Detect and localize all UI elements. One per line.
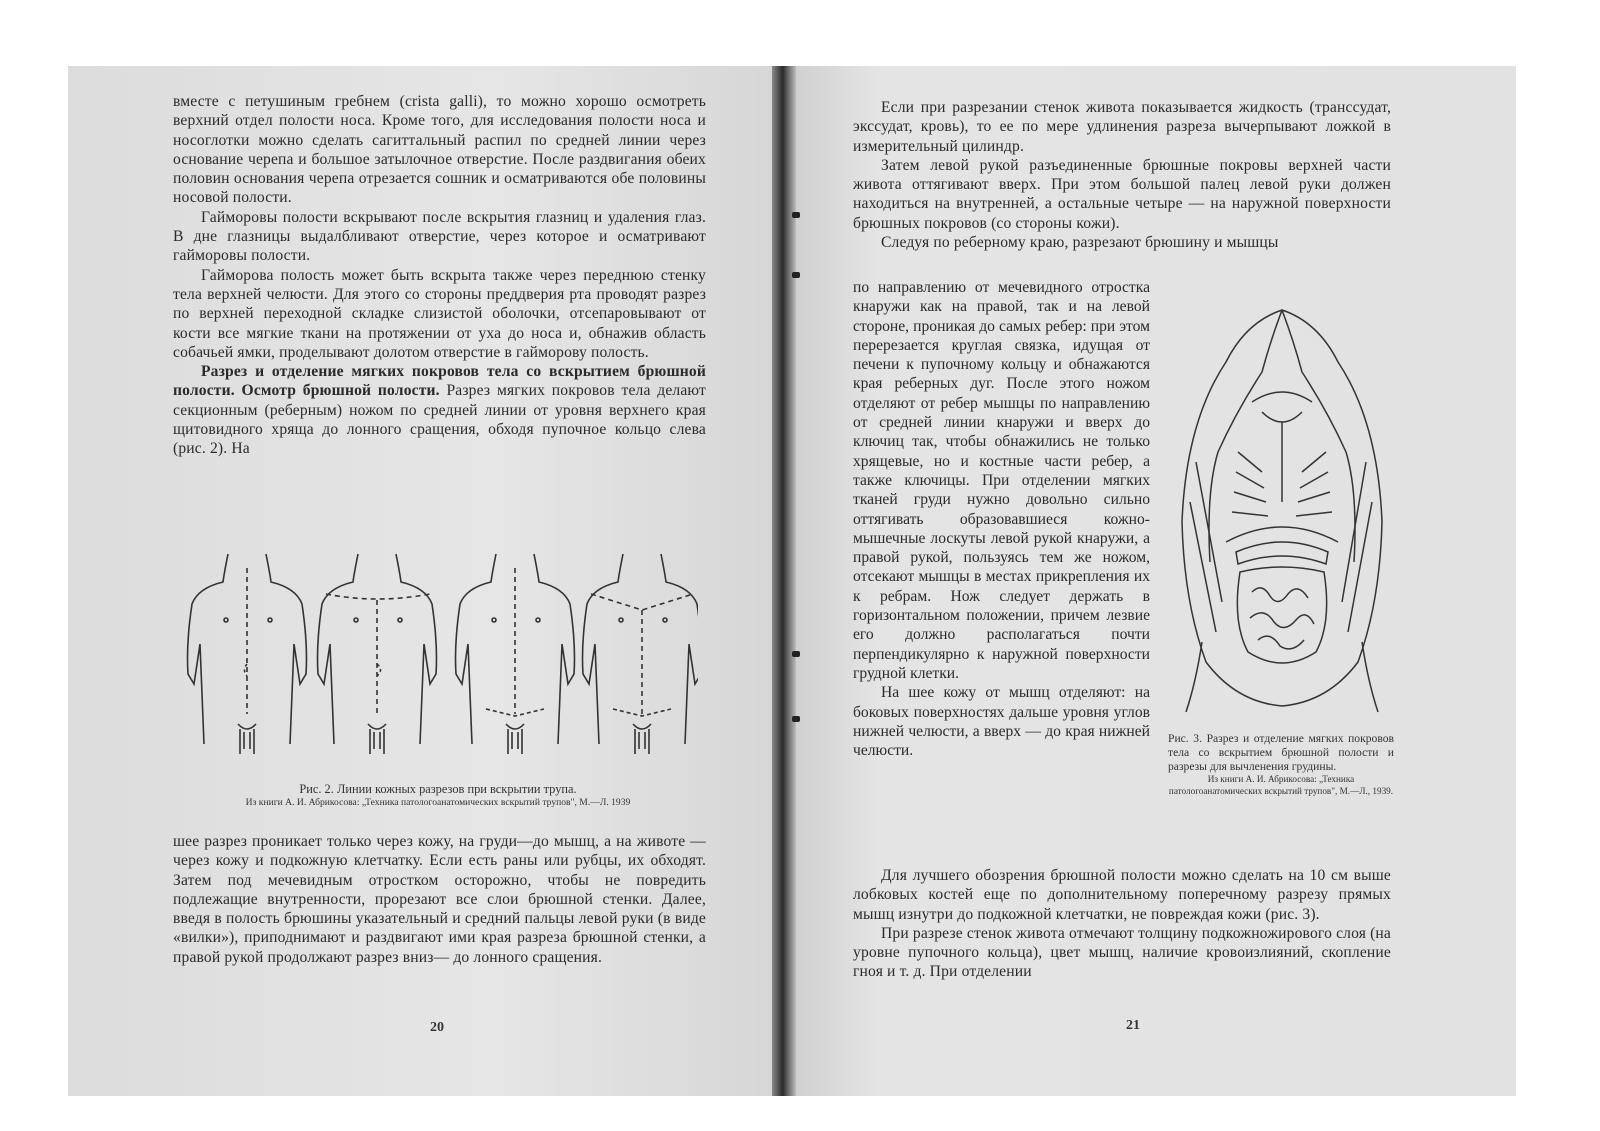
figure-2-caption-title: Рис. 2. Линии кожных разрезов при вскрытии трупа.	[299, 782, 577, 796]
paragraph: по направлению от мечевидного отростка кнаружи как на правой, так и на левой стороне, проникая до самых ребер: при этом перерезается круглая связка, идущая от печени к пупочному кольцу и обнажаются края реберных дуг. После этого ножом отделяют от ребер мышцы по направлению от средней линии кнаружи и вверх до ключиц так, чтобы обнажились не только хрящевые, но и костные части ребер, а также ключицы. При отделении мягких тканей груди нужно довольно сильно оттягивать образовавшиеся кожно-мышечные лоскуты левой рукой кнаружи, а правой рукой, пользуясь тем же ножом, отсекают мышцы в местах прикрепления их к ребрам. Нож следует держать в горизонтальном положении, причем лезвие его должно располагаться почти перпендикулярно к наружной поверхности грудной клетки.	[853, 279, 1150, 682]
book-gutter	[772, 66, 796, 1096]
figure-3-opened-abdomen	[1166, 302, 1398, 722]
figure-3-caption-title: Рис. 3. Разрез и отделение мягких покровов тела со вскрытием брюшной полости и разрезы для вычленения грудины.	[1168, 732, 1394, 773]
torso-figure-4	[583, 554, 699, 754]
left-text-top	[173, 92, 706, 459]
page-number-left: 20	[430, 1020, 444, 1035]
page-number-right: 21	[1126, 1018, 1140, 1033]
figure-2-incision-lines	[178, 544, 698, 769]
paragraph: Для лучшего обозрения брюшной полости можно сделать на 10 см выше лобковых костей еще по дополнительному поперечному разрезу прямых мышц изнутри до подкожной клетчатки, не повреждая кожи (рис. 3).	[853, 867, 1391, 923]
figure-2-source: Из книги А. И. Абрикосова: „Техника патологоанатомических вскрытий трупов", М.—Л. 1939	[245, 797, 631, 808]
paragraph: Если при разрезании стенок живота показывается жидкость (транссудат, экссудат, кровь), то ее по мере удлинения разреза вычерпывают ложкой в измерительный цилиндр.	[853, 99, 1391, 155]
staple-icon	[792, 212, 800, 218]
section-heading: Разрез и отделение мягких покровов тела со вскрытием брюшной полости. Осмотр брюшной полости.	[173, 363, 706, 400]
paragraph: вместе с петушиным гребнем (crista galli), то можно хорошо осмотреть верхний отдел полости носа. Кроме того, для исследования полости носа и носоглотки можно сделать сагиттальный распил по средней линии через основание черепа и большое затылочное отверстие. После раздвигания обеих половин основания черепа отрезается сошник и осматриваются обе половины носовой полости.	[173, 93, 706, 207]
paragraph: При разрезе стенок живота отмечают толщину подкожножирового слоя (на уровне пупочного кольца), цвет мышц, наличие кровоизлияний, скопление гноя и т. д. При отделении	[853, 924, 1391, 981]
staple-icon	[792, 716, 800, 722]
right-wrap-column	[853, 278, 1150, 760]
figure-3-caption	[1168, 732, 1394, 797]
staple-icon	[792, 651, 800, 657]
torso-figure-3	[456, 554, 575, 754]
torso-figure-2	[318, 554, 437, 754]
torso-figure-1	[188, 554, 307, 754]
figure-3-source: Из книги А. И. Абрикосова: „Техника патологоанатомических вскрытий трупов", М.—Л., 1939.	[1168, 774, 1394, 796]
paragraph: шее разрез проникает только через кожу, на груди—до мышц, а на животе — через кожу и подкожную клетчатку. Если есть раны или рубцы, их обходят. Затем под мечевидным отростком осторожно, чтобы не повредить подлежащие внутренности, прорезают все слои брюшной стенки. Далее, введя в полость брюшины указательный и средний пальцы левой руки (в виде «вилки»), приподнимают и раздвигают ими края разреза брюшной стенки, а правой рукой продолжают разрез вниз— до лонного сращения.	[173, 833, 706, 966]
book-spread	[68, 66, 1516, 1096]
section-paragraph	[173, 362, 706, 458]
paragraph: Затем левой рукой разъединенные брюшные покровы верхней части живота оттягивают вверх. При этом большой палец левой руки должен находиться на внутренней, а остальные четыре — на наружной поверхности брюшных покровов (со стороны кожи).	[853, 156, 1391, 232]
paragraph: Гайморова полость может быть вскрыта также через переднюю стенку тела верхней челюсти. Для этого со стороны преддверия рта проводят разрез по верхней переходной складке слизистой оболочки, отсепаровывают от кости все мягкие ткани на протяжении от уха до носа и, обнажив область собачьей ямки, проделывают долотом отверстие в гайморову полость.	[173, 266, 706, 361]
paragraph: Следуя по реберному краю, разрезают брюшину и мышцы	[881, 234, 1279, 252]
right-text-bottom	[853, 866, 1391, 982]
paragraph: Гайморовы полости вскрывают после вскрытия глазниц и удаления глаз. В дне глазницы выдалбливают отверстие, через которое и осматривают гайморовы полости.	[173, 208, 706, 265]
left-text-bottom	[173, 832, 706, 967]
staple-icon	[792, 272, 800, 278]
right-text-top	[853, 98, 1391, 252]
section-text: Разрез мягких покровов тела делают секционным (реберным) ножом по средней линии от уровня верхнего края щитовидного хряща до лонного сращения, обходя пупочное кольцо слева (рис. 2). На	[173, 382, 706, 458]
paragraph: На шее кожу от мышц отделяют: на боковых поверхностях дальше уровня углов нижней челюсти, а вверх — до края нижней челюсти.	[853, 684, 1150, 760]
figure-2-caption	[178, 782, 698, 809]
